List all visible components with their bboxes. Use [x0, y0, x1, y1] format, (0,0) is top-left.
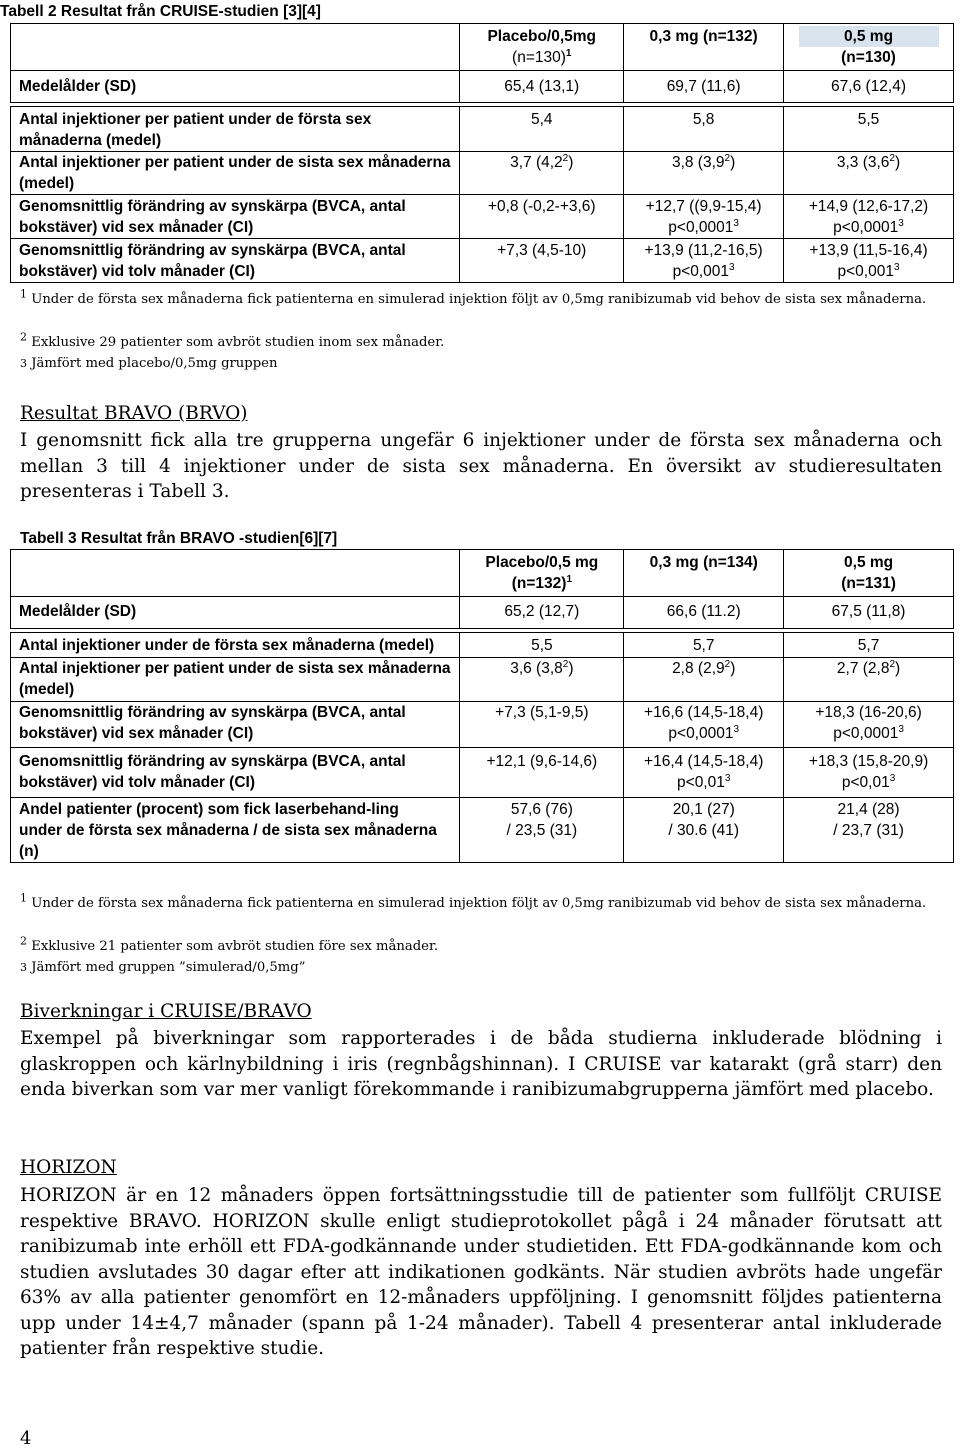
table3 — [10, 549, 954, 863]
footnote-ref: 3 — [729, 261, 735, 273]
table2-header-placebo — [460, 24, 624, 71]
cell-value — [784, 195, 954, 239]
footnote-text: Under de första sex månaderna fick patienterna en simulerad injektion följt av 0,5mg ranibizumab vid behov de sista sex månaderna. — [31, 896, 927, 911]
cell-value — [460, 658, 624, 702]
cell-value — [784, 748, 954, 798]
cell-value-main: 2,8 (2,9 — [672, 660, 725, 677]
footnote-ref: 2 — [562, 152, 569, 164]
page-number: 4 — [20, 1428, 32, 1449]
cell-value-main: +16,6 (14,5-18,4) — [644, 704, 764, 721]
cell-value: 66,6 (11.2) — [624, 597, 784, 629]
table-row — [11, 633, 954, 658]
table3-header-03mg: 0,3 mg (n=134) — [624, 550, 784, 597]
cell-value-tail: ) — [568, 154, 574, 171]
cell-value-main: 20,1 (27) — [672, 801, 735, 818]
cell-value-main: 3,8 (3,9 — [671, 154, 725, 171]
cell-value: 5,4 — [460, 107, 624, 152]
cell-value: +0,8 (-0,2-+3,6) — [460, 195, 624, 239]
table2 — [10, 23, 954, 283]
cell-value — [784, 152, 954, 195]
cell-value: +7,3 (4,5-10) — [460, 239, 624, 283]
cell-value: 5,7 — [624, 633, 784, 658]
cell-value-main: +14,9 (12,6-17,2) — [808, 198, 929, 215]
footnote-number: 1 — [20, 287, 27, 301]
table3-footnote-2 — [20, 936, 944, 957]
cell-value-main: +13,9 (11,5-16,4) — [809, 242, 928, 259]
row-label: Medelålder (SD) — [11, 597, 460, 629]
table2-header-row — [11, 24, 954, 71]
table2-header-placebo-line1: Placebo/0,5mg — [487, 28, 597, 45]
p-value: p<0,001 — [672, 263, 730, 280]
p-value: p<0,0001 — [833, 725, 899, 742]
cell-value — [784, 239, 954, 283]
cell-value: 65,2 (12,7) — [460, 597, 624, 629]
cell-value — [460, 152, 624, 195]
row-label: Genomsnittlig förändring av synskärpa (BVCA, antal bokstäver) vid tolv månader (CI) — [11, 748, 460, 798]
cell-value-second: / 23,5 (31) — [506, 822, 578, 839]
table2-footnote-2 — [20, 332, 944, 353]
footnote-ref: 1 — [565, 47, 572, 59]
footnote-ref: 3 — [893, 261, 900, 273]
table3-header-05mg-line1: 0,5 mg — [844, 554, 894, 571]
row-label: Antal injektioner per patient under de första sex månaderna (medel) — [11, 107, 460, 152]
table-row — [11, 658, 954, 702]
row-label: Genomsnittlig förändring av synskärpa (BVCA, antal bokstäver) vid sex månader (CI) — [11, 195, 460, 239]
table2-header-03mg: 0,3 mg (n=132) — [624, 24, 784, 71]
table3-header-placebo — [460, 550, 624, 597]
cell-value: 5,7 — [784, 633, 954, 658]
table-row — [11, 748, 954, 798]
footnote-ref: 3 — [733, 723, 740, 735]
cell-value: 67,5 (11,8) — [784, 597, 954, 629]
footnote-text: Under de första sex månaderna fick patienterna en simulerad injektion följt av 0,5mg ranibizumab vid behov de sista sex månaderna. — [31, 292, 927, 307]
cell-value: 5,5 — [460, 633, 624, 658]
table3-footnote-3 — [20, 957, 944, 978]
table-row — [11, 152, 954, 195]
cell-value — [624, 239, 784, 283]
cell-value-main: 2,7 (2,8 — [836, 660, 890, 677]
table3-header-empty — [11, 550, 460, 597]
cell-value-tail: ) — [895, 660, 901, 677]
cell-value: 67,6 (12,4) — [784, 71, 954, 103]
cell-value — [460, 798, 624, 863]
cell-value-main: +12,7 ((9,9-15,4) — [645, 198, 762, 215]
cell-value-tail: ) — [894, 154, 901, 171]
table-row — [11, 798, 954, 863]
cell-value: 5,5 — [784, 107, 954, 152]
p-value: p<0,001 — [837, 263, 894, 280]
footnote-text: Jämfört med placebo/0,5mg gruppen — [31, 356, 278, 371]
cell-value — [624, 195, 784, 239]
cell-value-main: 57,6 (76) — [510, 801, 573, 818]
table3-header-placebo-line2: (n=132) — [511, 575, 567, 592]
row-label: Antal injektioner per patient under de sista sex månaderna (medel) — [11, 152, 460, 195]
p-value: p<0,0001 — [668, 725, 734, 742]
footnote-ref: 2 — [562, 658, 569, 670]
p-value: p<0,01 — [841, 774, 890, 791]
footnote-ref: 1 — [566, 573, 572, 585]
footnote-ref: 3 — [898, 217, 904, 229]
row-label: Genomsnittlig förändring av synskärpa (BVCA, antal bokstäver) vid tolv månader (CI) — [11, 239, 460, 283]
side-effects-section-body: Exempel på biverkningar som rapporterades i de båda studierna inkluderade blödning i glaskroppen och kärlnybildning i iris (regnbågshinnan). I CRUISE var katarakt (grå starr) den enda biverkan som var mer vanligt förekommande i ranibizumabgrupperna jämfört med placebo. — [20, 1028, 942, 1100]
table-row — [11, 195, 954, 239]
footnote-ref: 3 — [733, 217, 739, 229]
cell-value-main: +13,9 (11,2-16,5) — [644, 242, 763, 259]
table3-footnote-1 — [20, 893, 944, 914]
table-row — [11, 239, 954, 283]
row-label: Antal injektioner per patient under de sista sex månaderna (medel) — [11, 658, 460, 702]
cell-value — [624, 152, 784, 195]
side-effects-section-title: Biverkningar i CRUISE/BRAVO — [20, 1001, 312, 1022]
table2-header-05mg-line2: (n=130) — [841, 49, 896, 66]
table2-header-empty — [11, 24, 460, 71]
footnote-ref: 2 — [724, 152, 731, 164]
table-row — [11, 71, 954, 103]
row-label: Andel patienter (procent) som fick laserbehand-ling under de första sex månaderna / de sista sex månaderna (n) — [11, 798, 460, 863]
footnote-ref: 3 — [898, 723, 904, 735]
cell-value — [784, 702, 954, 748]
cell-value-main: 3,3 (3,6 — [836, 154, 890, 171]
table2-header-placebo-line2: (n=130) — [512, 49, 566, 66]
table3-header-05mg — [784, 550, 954, 597]
cell-value — [624, 702, 784, 748]
horizon-section-title: HORIZON — [20, 1157, 117, 1178]
row-label: Medelålder (SD) — [11, 71, 460, 103]
cell-value — [784, 658, 954, 702]
footnote-ref: 2 — [889, 152, 895, 164]
table2-footnote-3 — [20, 353, 944, 374]
cell-value: +7,3 (5,1-9,5) — [460, 702, 624, 748]
footnote-text: Jämfört med gruppen ”simulerad/0,5mg” — [31, 960, 306, 975]
footnote-number: 2 — [20, 330, 27, 344]
footnote-number: 3 — [20, 357, 27, 370]
cell-value — [784, 798, 954, 863]
table-row — [11, 702, 954, 748]
bravo-section-title: Resultat BRAVO (BRVO) — [20, 403, 248, 424]
cell-value-tail: ) — [568, 660, 574, 677]
cell-value — [624, 748, 784, 798]
cell-value: 65,4 (13,1) — [460, 71, 624, 103]
cell-value — [624, 798, 784, 863]
cell-value: +12,1 (9,6-14,6) — [460, 748, 624, 798]
footnote-ref: 2 — [889, 658, 896, 670]
table3-header-placebo-line1: Placebo/0,5 mg — [485, 554, 599, 571]
cell-value — [624, 658, 784, 702]
footnote-ref: 2 — [724, 658, 731, 670]
footnote-number: 3 — [20, 961, 27, 974]
cell-value-main: 21,4 (28) — [837, 801, 900, 818]
cell-value-second: / 23,7 (31) — [833, 822, 904, 839]
row-label: Antal injektioner under de första sex månaderna (medel) — [11, 633, 460, 658]
p-value: p<0,0001 — [668, 219, 734, 236]
table2-caption: Tabell 2 Resultat från CRUISE-studien [3][4] — [0, 3, 321, 20]
cell-value-main: 3,7 (4,2 — [510, 154, 563, 171]
footnote-number: 1 — [20, 891, 27, 905]
cell-value-second: / 30.6 (41) — [668, 822, 740, 839]
horizon-section-body: HORIZON är en 12 månaders öppen fortsättningsstudie till de patienter som fullföljt CRUISE respektive BRAVO. HORIZON skulle enligt studieprotokollet pågå i 24 månader förutsatt att ranibizumab inte erhöll ett FDA-godkännande under studietiden. Ett FDA-godkännande kom och studien avslutades 30 dagar efter att indikationen godkänts. När studien avbröts hade ungefär 63% av alla patienter genomfört en 12-månaders uppföljning. I genomsnitt följdes patienterna upp under 14±4,7 månader (spann på 1-24 månader). Tabell 4 presenterar antal inkluderade patienter från respektive studie. — [20, 1185, 942, 1359]
p-value: p<0,01 — [677, 774, 725, 791]
table3-header-row — [11, 550, 954, 597]
bravo-section-body: I genomsnitt fick alla tre grupperna ungefär 6 injektioner under de första sex månaderna och mellan 3 till 4 injektioner under de sista sex månaderna. En översikt av studieresultaten presenteras i Tabell 3. — [20, 430, 942, 502]
cell-value: 69,7 (11,6) — [624, 71, 784, 103]
table3-caption: Tabell 3 Resultat från BRAVO -studien[6][7] — [20, 530, 338, 547]
cell-value-main: +18,3 (16-20,6) — [815, 704, 922, 721]
cell-value: 5,8 — [624, 107, 784, 152]
table-row — [11, 107, 954, 152]
footnote-text: Exklusive 29 patienter som avbröt studien inom sex månader. — [31, 335, 445, 350]
table2-header-05mg-line1: 0,5 mg — [799, 26, 939, 47]
p-value: p<0,0001 — [833, 219, 899, 236]
footnote-number: 2 — [20, 934, 27, 948]
cell-value-tail: ) — [730, 154, 736, 171]
footnote-ref: 3 — [889, 772, 896, 784]
table2-footnote-1 — [20, 289, 944, 310]
row-label: Genomsnittlig förändring av synskärpa (BVCA, antal bokstäver) vid sex månader (CI) — [11, 702, 460, 748]
footnote-text: Exklusive 21 patienter som avbröt studien före sex månader. — [31, 939, 439, 954]
cell-value-tail: ) — [730, 660, 736, 677]
table-row — [11, 597, 954, 629]
footnote-ref: 3 — [724, 772, 731, 784]
cell-value-main: 3,6 (3,8 — [510, 660, 563, 677]
cell-value-main: +16,4 (14,5-18,4) — [644, 753, 764, 770]
cell-value-main: +18,3 (15,8-20,9) — [808, 753, 929, 770]
table2-header-05mg — [784, 24, 954, 71]
table3-header-05mg-line2: (n=131) — [841, 575, 896, 592]
